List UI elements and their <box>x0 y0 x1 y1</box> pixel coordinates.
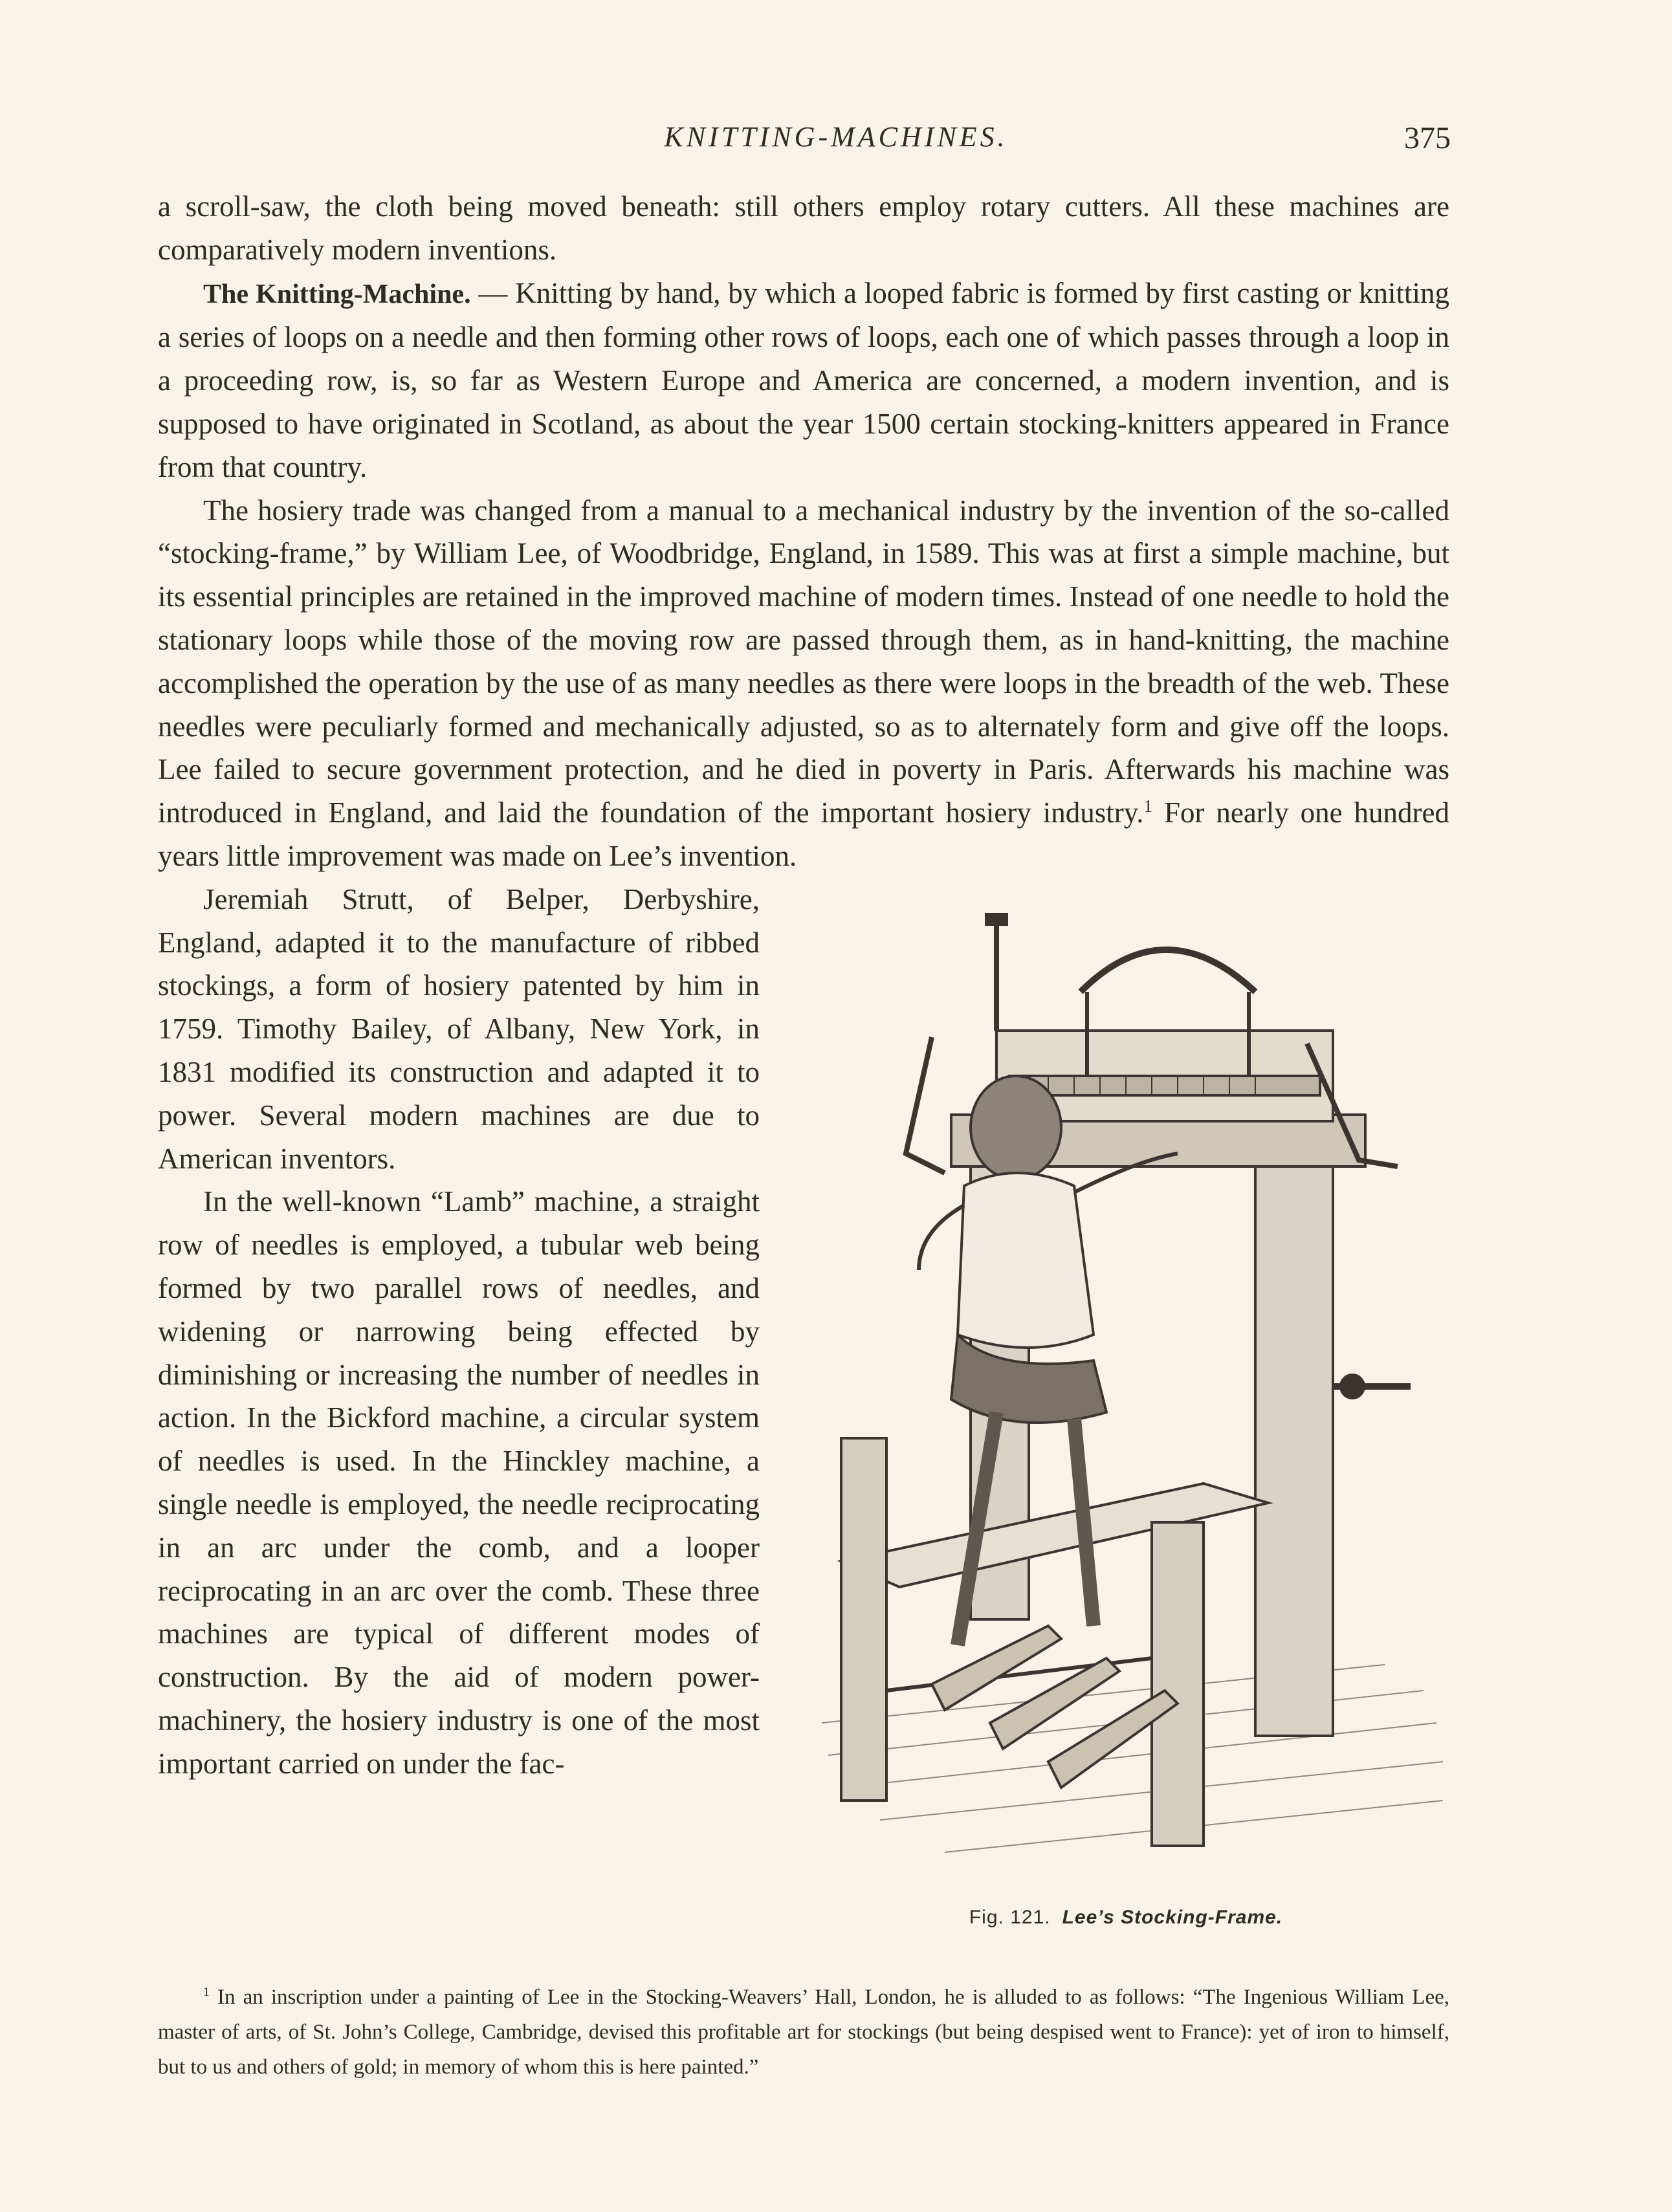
body-text <box>158 185 1449 1956</box>
paragraph-lamb-machine: In the well-known “Lamb” machine, a straight row of needles is employed, a tubular web being formed by two parallel rows of needles, and widening or narrowing being effected by diminishing or increasing the number of needles in action. In the Bickford machine, a circular system of needles is used. In the Hinckley machine, a single needle is employed, the needle reciprocating in an arc under the comb, and a looper reciprocating in an arc over the comb. These three machines are typical of different modes of construction. By the aid of modern power-machinery, the hosiery industry is one of the most important carried on under the fac- <box>158 1185 760 1780</box>
page-number: 375 <box>1404 121 1451 155</box>
paragraph-hosiery-trade-tail: For nearly one hundred years little improvement was made on Lee’s invention. <box>158 796 1449 872</box>
stocking-frame-illustration <box>802 882 1449 1878</box>
footnote-marker: 1 <box>203 1985 210 1999</box>
paragraph-scroll-saw: a scroll-saw, the cloth being moved beneath: still others employ rotary cutters. All these machines are comparatively modern inventions. <box>158 190 1449 266</box>
section-heading: The Knitting-Machine. <box>203 279 471 309</box>
figure-stocking-frame <box>802 882 1449 1949</box>
paragraph-knitting-machine <box>158 272 1449 489</box>
paragraph-knitting-machine-body: — Knitting by hand, by which a looped fabric is formed by first casting or knitting a series of loops on a needle and then forming other rows of loops, each one of which passes through a loop in a proceeding row, is, so far as Western Europe and America are concerned, a modern invention, and is supposed to have originated in Scotland, as about the year 1500 certain stocking-knitters appeared in France from that country. <box>158 276 1449 483</box>
paragraph-strutt: Jeremiah Strutt, of Belper, Derbyshire, England, adapted it to the manufacture of ribbed stockings, a form of hosiery patented by him in 1759. Timothy Bailey, of Albany, New York, in 1831 modified its construction and adapted it to power. Several modern machines are due to American inventors. <box>158 882 760 1175</box>
figure-caption <box>802 1896 1449 1940</box>
footnote-text: In an inscription under a painting of Lee in the Stocking-Weavers’ Hall, London, he is alluded to as follows: “The Ingenious William Lee, master of arts, of St. John’s College, Cambridge, devised this profitable art for stockings (but being despised went to France): yet of iron to himself, but to us and others of gold; in memory of whom this is here painted.” <box>158 1986 1449 2079</box>
running-title: KNITTING-MACHINES. <box>664 121 1008 153</box>
paragraph-hosiery-trade-intro <box>158 489 1449 878</box>
paragraph-hosiery-trade: The hosiery trade was changed from a manual to a mechanical industry by the invention of the so-called “stocking-frame,” by William Lee, of Woodbridge, England, in 1589. This was at first a simple machine, but its essential principles are retained in the improved machine of modern times. Instead of one needle to hold the stationary loops while those of the moving row are passed through them, as in hand-knitting, the machine accomplished the operation by the use of as many needles as there were loops in the breadth of the web. These needles were peculiarly formed and mechanically adjusted, so as to alternately form and give off the loops. Lee failed to secure government protection, and he died in poverty in Paris. Afterwards his machine was introduced in England, and laid the foundation of the important hosiery industry. <box>158 494 1449 829</box>
footnotes <box>158 1980 1449 2085</box>
running-head <box>0 120 1672 159</box>
figure-label: Fig. 121. <box>969 1906 1051 1928</box>
figure-title: Lee’s Stocking-Frame. <box>1062 1906 1283 1928</box>
footnote-1 <box>158 1980 1449 2085</box>
footnote-ref: 1 <box>1143 796 1153 816</box>
